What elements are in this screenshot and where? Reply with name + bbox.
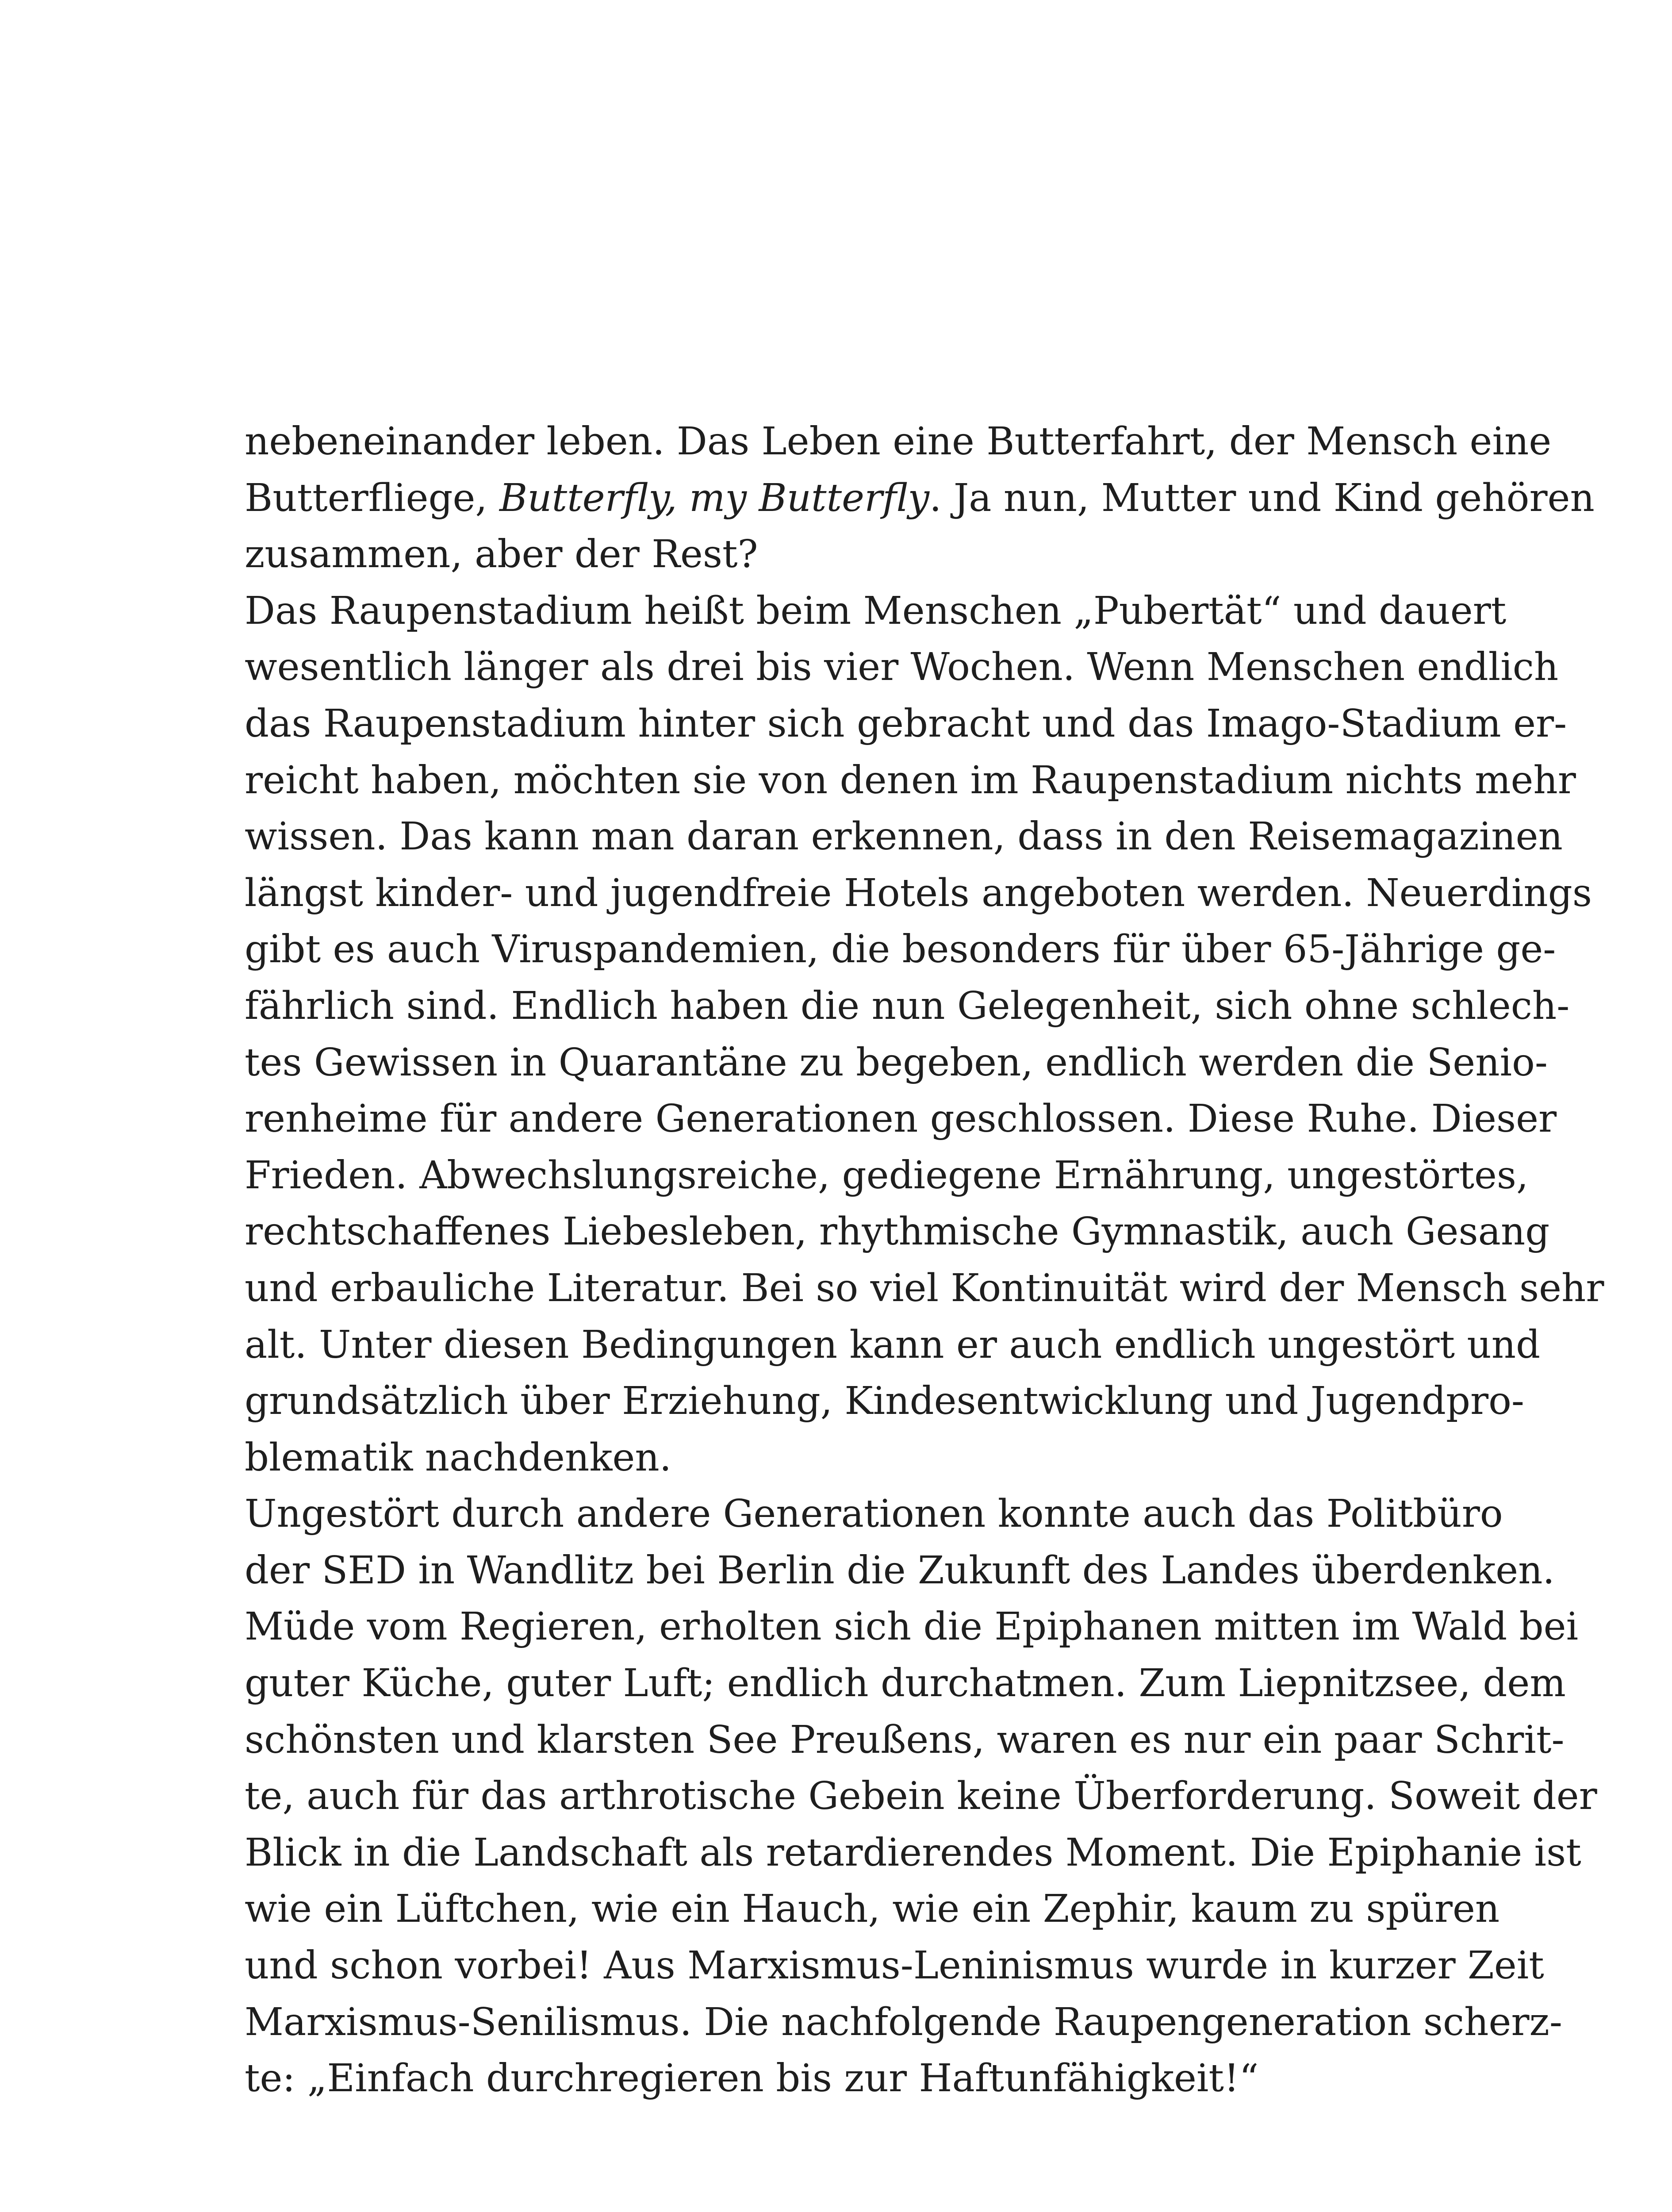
text-line: Müde vom Regieren, erholten sich die Epiphanen mitten im Wald bei [245,1605,1579,1649]
text-run: . Ja nun, Mutter und Kind gehören [929,476,1595,520]
text-line: und schon vorbei! Aus Marxismus-Leninismus wurde in kurzer Zeit [245,1943,1544,1988]
text-line: wesentlich länger als drei bis vier Wochen. Wenn Menschen endlich [245,645,1559,690]
text-line: rechtschaffenes Liebesleben, rhythmische Gymnastik, auch Gesang [245,1210,1550,1254]
text-line: tes Gewissen in Quarantäne zu begeben, endlich werden die Senio- [245,1040,1548,1085]
text-line: der SED in Wandlitz bei Berlin die Zukunft des Landes überdenken. [245,1548,1555,1593]
text-line: Frieden. Abwechslungsreiche, gediegene Ernährung, ungestörtes, [245,1153,1529,1198]
text-line: schönsten und klarsten See Preußens, waren es nur ein paar Schrit- [245,1717,1565,1762]
text-line: und erbauliche Literatur. Bei so viel Kontinuität wird der Mensch sehr [245,1266,1604,1310]
body-text [245,414,1604,2107]
text-line: fährlich sind. Endlich haben die nun Gelegenheit, sich ohne schlech- [245,983,1570,1028]
text-line: Das Raupenstadium heißt beim Menschen „Pubertät“ und dauert [245,588,1507,633]
text-line: Ungestört durch andere Generationen konnte auch das Politbüro [245,1492,1503,1536]
text-run: Butterfliege, [245,476,500,520]
italic-phrase: Butterfly, my Butterfly [499,476,930,520]
text-line: alt. Unter diesen Bedingungen kann er auch endlich ungestört und [245,1322,1541,1367]
text-line: längst kinder- und jugendfreie Hotels angeboten werden. Neuerdings [245,871,1592,915]
text-line: zusammen, aber der Rest? [245,532,758,577]
text-line: te: „Einfach durchregieren bis zur Haftunfähigkeit!“ [245,2056,1259,2101]
text-line: guter Küche, guter Luft; endlich durchatmen. Zum Liepnitzsee, dem [245,1661,1566,1706]
text-line: te, auch für das arthrotische Gebein keine Überforderung. Soweit der [245,1774,1597,1819]
text-line: das Raupenstadium hinter sich gebracht und das Imago-Stadium er- [245,701,1567,746]
text-line: renheime für andere Generationen geschlossen. Diese Ruhe. Dieser [245,1097,1557,1141]
text-line: nebeneinander leben. Das Leben eine Butterfahrt, der Mensch eine [245,419,1552,464]
text-line: gibt es auch Viruspandemien, die besonders für über 65-Jährige ge- [245,927,1556,972]
text-line: blematik nachdenken. [245,1435,672,1480]
text-line: wissen. Das kann man daran erkennen, dass in den Reisemagazinen [245,814,1563,859]
text-line: reicht haben, möchten sie von denen im Raupenstadium nichts mehr [245,758,1576,803]
text-line: Blick in die Landschaft als retardierendes Moment. Die Epiphanie ist [245,1830,1581,1875]
text-line: grundsätzlich über Erziehung, Kindesentwicklung und Jugendpro- [245,1379,1524,1424]
text-line [245,470,1595,527]
text-line: Marxismus-Senilismus. Die nachfolgende Raupengeneration scherz- [245,2000,1562,2044]
text-line: wie ein Lüftchen, wie ein Hauch, wie ein Zephir, kaum zu spüren [245,1887,1500,1932]
